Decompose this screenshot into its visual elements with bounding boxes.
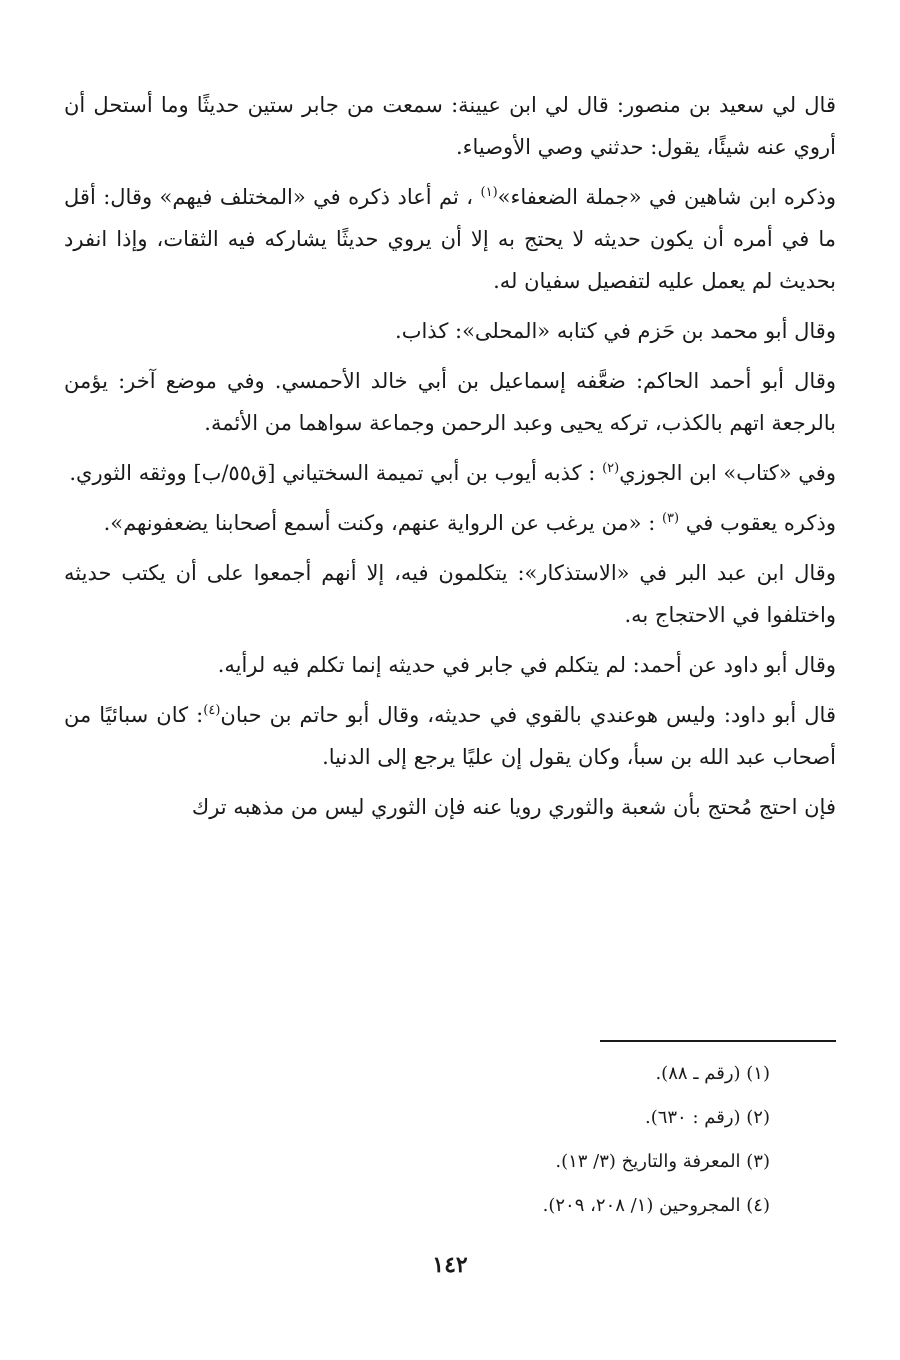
paragraph-10	[64, 786, 836, 828]
footnotes	[130, 1052, 770, 1228]
paragraph-1	[64, 84, 836, 168]
paragraph-4	[64, 360, 836, 444]
footnote-marker-2: (٢)	[602, 461, 620, 476]
footnote-4: (٤) المجروحين (١/ ٢٠٨، ٢٠٩).	[542, 1195, 770, 1216]
footnote-separator	[600, 1040, 836, 1042]
paragraph-3	[64, 310, 836, 352]
paragraph-text: : كذبه أيوب بن أبي تميمة السختياني [ق٥٥/ب] ووثقه الثوري.	[69, 461, 596, 485]
paragraph-text: : كان سبائيًا من أصحاب عبد الله بن سبأ، وكان يقول إن عليًا يرجع إلى الدنيا.	[64, 703, 836, 769]
footnote-marker-3: (٣)	[661, 511, 680, 526]
paragraph-text: وذكره ابن شاهين في «جملة الضعفاء»	[497, 185, 836, 209]
paragraph-text: ، ثم أعاد ذكره في «المختلف فيهم» وقال: أقل ما في أمره أن يكون حديثه لا يحتج به إلا أن يروي حديثًا يشاركه فيه الثقات، وإذا انفرد بحديث لم يعمل عليه لتفصيل سفيان له.	[64, 185, 836, 293]
paragraph-6	[64, 502, 836, 544]
paragraph-text: : «من يرغب عن الرواية عنهم، وكنت أسمع أصحابنا يضعفونهم».	[103, 511, 656, 535]
paragraph-text: وفي «كتاب» ابن الجوزي	[619, 461, 836, 485]
paragraph-8	[64, 644, 836, 686]
paragraph-text: وقال أبو محمد بن حَزم في كتابه «المحلى»: كذاب.	[395, 319, 836, 343]
paragraph-9	[64, 694, 836, 778]
paragraph-text: وذكره يعقوب في	[685, 511, 836, 535]
main-text	[64, 84, 836, 836]
page-number: ١٤٢	[432, 1252, 468, 1278]
paragraph-text: فإن احتج مُحتج بأن شعبة والثوري رويا عنه فإن الثوري ليس من مذهبه ترك	[191, 795, 836, 819]
paragraph-text: قال لي سعيد بن منصور: قال لي ابن عيينة: سمعت من جابر ستين حديثًا وما أستحل أن أروي عنه شيئًا، يقول: حدثني وصي الأوصياء.	[64, 93, 836, 159]
paragraph-text: وقال ابن عبد البر في «الاستذكار»: يتكلمون فيه، إلا أنهم أجمعوا على أن يكتب حديثه واختلفوا في الاحتجاج به.	[64, 561, 836, 627]
footnote-marker-1: (١)	[480, 185, 498, 200]
footnote-marker-4: (٤)	[203, 703, 221, 718]
paragraph-5	[64, 452, 836, 494]
paragraph-7	[64, 552, 836, 636]
footnote-3: (٣) المعرفة والتاريخ (٣/ ١٣).	[555, 1151, 770, 1172]
footnote-2: (٢) (رقم : ٦٣٠).	[644, 1107, 770, 1128]
paragraph-text: قال أبو داود: وليس هوعندي بالقوي في حديثه، وقال أبو حاتم بن حبان	[220, 703, 836, 727]
paragraph-text: وقال أبو أحمد الحاكم: ضعَّفه إسماعيل بن أبي خالد الأحمسي. وفي موضع آخر: يؤمن بالرجعة اتهم بالكذب، تركه يحيى وعبد الرحمن وجماعة سواهما من الأئمة.	[64, 369, 837, 435]
paragraph-text: وقال أبو داود عن أحمد: لم يتكلم في جابر في حديثه إنما تكلم فيه لرأيه.	[217, 653, 836, 677]
footnote-1: (١) (رقم ـ ٨٨).	[655, 1063, 770, 1084]
paragraph-2	[64, 176, 836, 302]
